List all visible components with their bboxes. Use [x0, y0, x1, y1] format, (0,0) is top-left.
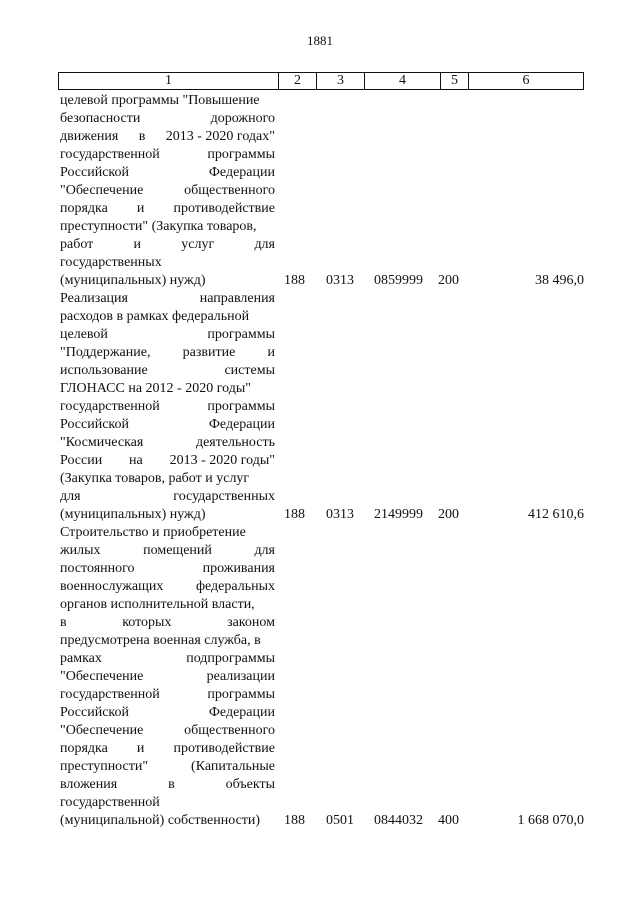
description-word: помещений [143, 543, 212, 558]
description-word: реализации [206, 669, 275, 684]
target-item-cell: 0859999 [374, 273, 423, 288]
description-line [60, 326, 275, 344]
description-line [60, 542, 275, 560]
description-line [60, 416, 275, 434]
description-line [60, 470, 275, 488]
description-line [60, 290, 275, 308]
description-word: в [168, 777, 175, 792]
description-word: Федерации [208, 417, 275, 432]
amount-cell: 412 610,6 [528, 507, 584, 522]
description-line [60, 614, 275, 632]
description-word: военнослужащих [60, 579, 164, 594]
description-word: для [254, 543, 275, 558]
description-line [60, 488, 275, 506]
description-line [60, 92, 275, 110]
description-word: государственной [60, 795, 160, 810]
description-line [60, 110, 275, 128]
description-line [60, 380, 275, 398]
description-line [60, 182, 275, 200]
description-line [60, 164, 275, 182]
description-line [60, 308, 275, 326]
description-line [60, 128, 275, 146]
description-word: которых [122, 615, 172, 630]
admin-code-cell: 188 [284, 507, 305, 522]
description-word: для [60, 489, 81, 504]
description-word: законом [227, 615, 275, 630]
description-line [60, 344, 275, 362]
column-header-5: 5 [441, 73, 469, 89]
table-header [58, 72, 584, 90]
description-word: Федерации [208, 705, 275, 720]
description-word: "Обеспечение [60, 723, 144, 738]
description-word: порядка [60, 741, 108, 756]
description-word: вложения [60, 777, 118, 792]
description-word: государственной [60, 687, 160, 702]
description-word: государственных [60, 255, 162, 270]
description-line [60, 146, 275, 164]
description-line [60, 362, 275, 380]
description-word: Российской [60, 705, 129, 720]
description-line [60, 200, 275, 218]
description-word: проживания [202, 561, 275, 576]
description-word: использование [60, 363, 148, 378]
description-line [60, 398, 275, 416]
description-word: федеральных [195, 579, 275, 594]
description-word: деятельность [195, 435, 275, 450]
description-word: программы [207, 687, 275, 702]
description-line [60, 632, 275, 650]
description-word: и [136, 201, 145, 216]
description-word: целевой [60, 327, 108, 342]
description-line [60, 596, 275, 614]
description-word: развитие [182, 345, 236, 360]
admin-code-cell: 188 [284, 273, 305, 288]
description-line [60, 794, 275, 812]
amount-cell: 1 668 070,0 [517, 813, 584, 828]
description-word: и [133, 237, 142, 252]
description-word: Российской [60, 165, 129, 180]
description-line [60, 722, 275, 740]
description-word: органов исполнительной власти, [60, 597, 255, 612]
description-line [60, 686, 275, 704]
amount-cell: 38 496,0 [535, 273, 584, 288]
description-word: подпрограммы [186, 651, 275, 666]
description-word: дорожного [210, 111, 275, 126]
description-line [60, 578, 275, 596]
description-word: (Закупка товаров, работ и услуг [60, 471, 250, 486]
description-word: преступности" [60, 759, 149, 774]
description-word: Реализация [60, 291, 128, 306]
description-word: и [136, 741, 145, 756]
description-word: и [267, 345, 275, 360]
description-line [60, 812, 275, 830]
description-line [60, 236, 275, 254]
description-word: (муниципальных) нужд) [60, 273, 206, 288]
description-word: преступности" (Закупка товаров, [60, 219, 257, 234]
description-word: в [138, 129, 146, 144]
column-header-6: 6 [522, 73, 530, 88]
description-word: услуг [181, 237, 215, 252]
description-word: программы [207, 327, 275, 342]
description-word: движения [60, 129, 119, 144]
description-word: расходов в рамках федеральной [60, 309, 250, 324]
description-line [60, 668, 275, 686]
expense-type-cell: 200 [438, 507, 459, 522]
description-word: (Капитальные [191, 759, 275, 774]
description-word: "Обеспечение [60, 183, 144, 198]
description-word: объекты [225, 777, 275, 792]
description-word: противодействие [173, 741, 275, 756]
section-code-cell: 0313 [326, 273, 354, 288]
description-line [60, 272, 275, 290]
description-word: постоянного [60, 561, 135, 576]
description-word: государственных [173, 489, 275, 504]
description-word: противодействие [173, 201, 275, 216]
column-header-3: 3 [317, 73, 365, 89]
expense-type-cell: 200 [438, 273, 459, 288]
description-word: работ [60, 237, 94, 252]
description-line [60, 434, 275, 452]
section-code-cell: 0313 [326, 507, 354, 522]
description-word: Российской [60, 417, 129, 432]
expense-type-cell: 400 [438, 813, 459, 828]
description-word: на [129, 453, 143, 468]
description-word: государственной [60, 147, 160, 162]
description-line [60, 254, 275, 272]
target-item-cell: 0844032 [374, 813, 423, 828]
description-word: Строительство и приобретение [60, 525, 246, 540]
page-number: 1881 [307, 33, 333, 48]
description-word: государственной [60, 399, 160, 414]
description-line [60, 524, 275, 542]
description-word: "Обеспечение [60, 669, 144, 684]
column-header-4: 4 [365, 73, 441, 89]
description-word: программы [207, 147, 275, 162]
description-word: 2013 - 2020 годах" [165, 129, 275, 144]
description-word: (муниципальной) собственности) [60, 813, 261, 828]
description-line [60, 740, 275, 758]
description-word: Федерации [208, 165, 275, 180]
description-word: целевой программы "Повышение [60, 93, 260, 108]
row-description [60, 92, 275, 290]
description-word: направления [199, 291, 275, 306]
admin-code-cell: 188 [284, 813, 305, 828]
row-description [60, 290, 275, 524]
description-word: России [60, 453, 103, 468]
description-word: предусмотрена военная служба, в [60, 633, 261, 648]
column-header-1: 1 [59, 73, 279, 89]
description-word: безопасности [60, 111, 141, 126]
description-word: ГЛОНАСС на 2012 - 2020 годы" [60, 381, 251, 396]
description-word: "Космическая [60, 435, 144, 450]
description-word: программы [207, 399, 275, 414]
description-word: 2013 - 2020 годы" [169, 453, 275, 468]
description-word: для [254, 237, 275, 252]
description-word: порядка [60, 201, 108, 216]
target-item-cell: 2149999 [374, 507, 423, 522]
description-line [60, 758, 275, 776]
description-line [60, 704, 275, 722]
description-word: общественного [184, 183, 275, 198]
description-word: (муниципальных) нужд) [60, 507, 206, 522]
description-line [60, 560, 275, 578]
description-word: общественного [184, 723, 275, 738]
description-word: "Поддержание, [60, 345, 151, 360]
row-description [60, 524, 275, 830]
description-line [60, 506, 275, 524]
column-header-2: 2 [279, 73, 317, 89]
description-line [60, 218, 275, 236]
description-line [60, 776, 275, 794]
description-word: жилых [60, 543, 101, 558]
description-word: в [60, 615, 67, 630]
description-line [60, 650, 275, 668]
description-line [60, 452, 275, 470]
description-word: системы [224, 363, 275, 378]
description-word: рамках [60, 651, 102, 666]
section-code-cell: 0501 [326, 813, 354, 828]
